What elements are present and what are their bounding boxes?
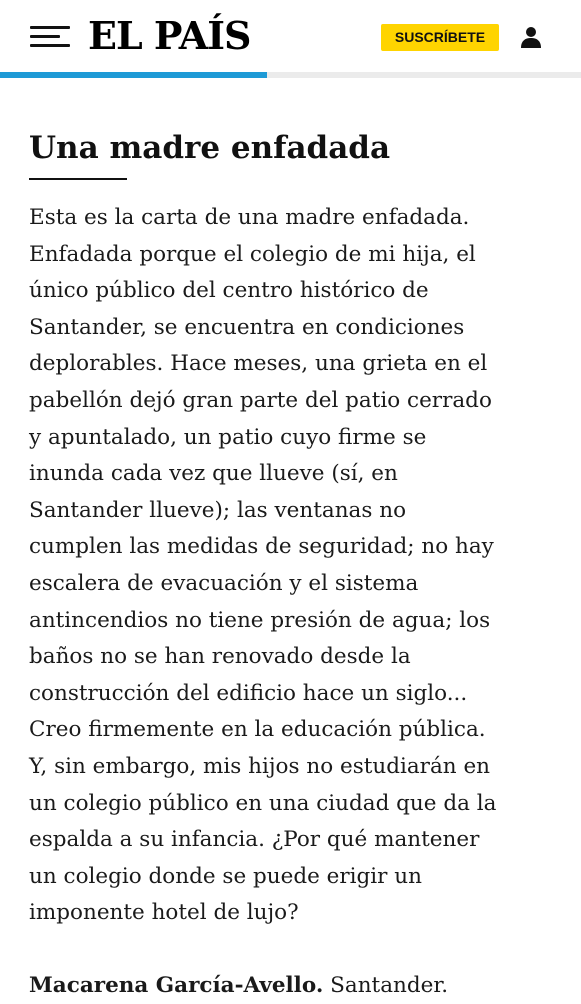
el-pais-logo[interactable]: EL PAÍS [88,13,251,58]
menu-line [30,44,70,47]
hamburger-menu-icon[interactable] [30,24,70,48]
user-icon[interactable] [519,25,543,49]
author-name: Macarena García-Avello. [29,972,324,998]
article-body: Esta es la carta de una madre enfadada. Enfadada porque el colegio de mi hija, el único público del centro histórico de Santander, se encuentra en condiciones deplorables. Hace meses, una grieta en el pabellón dejó gran parte del patio cerrado y apuntalado, un patio cuyo firme se inunda cada vez que llueve (sí, en Santander llueve); las ventanas no cumplen las medidas de seguridad; no hay escalera de evacuación y el sistema antincendios no tiene presión de agua; los baños no se han renovado desde la construcción del edificio hace un siglo... Creo firmemente en la educación pública. Y, sin embargo, mis hijos no estudiarán en un colegio público en una ciudad que da la espalda a su infancia. ¿Por qué mantener un colegio donde se puede erigir un imponente hotel de lujo? [29,205,497,926]
menu-line [30,35,60,38]
user-icon-glyph [519,25,543,49]
subscribe-button[interactable]: SUSCRÍBETE [381,24,499,51]
article-signature [29,968,557,1004]
article-title: Una madre enfadada [29,130,391,166]
title-divider [29,178,127,180]
letter-article [29,126,557,1004]
menu-line [30,26,70,29]
author-location: Santander. [330,972,449,998]
top-navigation-bar [0,0,581,72]
reading-progress-bar [0,72,267,78]
